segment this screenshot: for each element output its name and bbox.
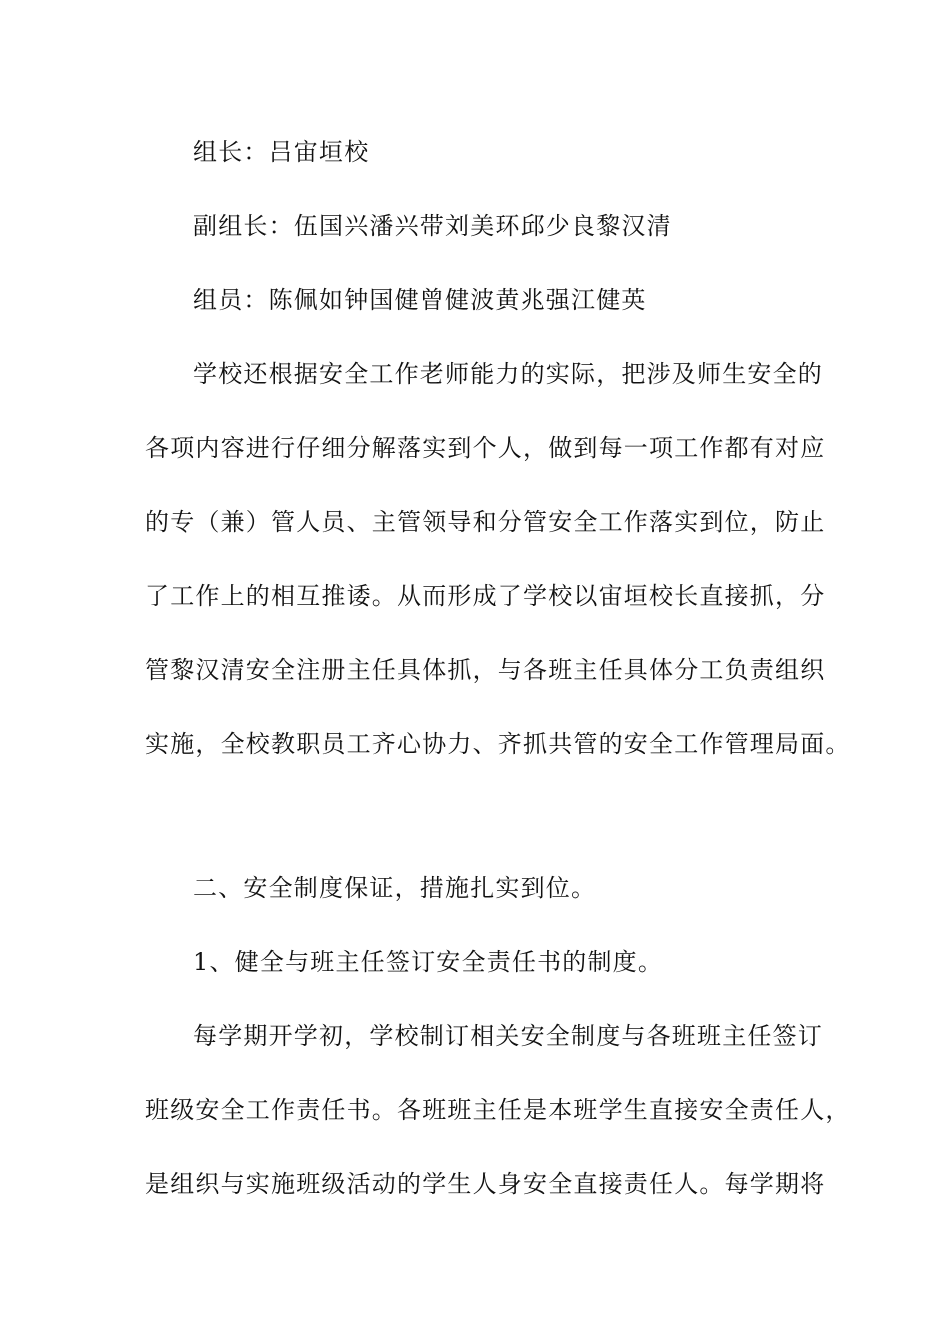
deputy-leader-line: 副组长：伍国兴潘兴带刘美环邱少良黎汉清 [193,212,672,240]
subsection-heading: 1、健全与班主任签订安全责任书的制度。 [193,948,664,976]
paragraph-line: 班级安全工作责任书。各班班主任是本班学生直接安全责任人， [145,1096,851,1124]
paragraph-line: 各项内容进行仔细分解落实到个人，做到每一项工作都有对应 [145,434,826,462]
paragraph-line: 每学期开学初，学校制订相关安全制度与各班班主任签订 [193,1022,823,1050]
paragraph-line: 了工作上的相互推诿。从而形成了学校以宙垣校长直接抓，分 [145,582,826,610]
paragraph-line: 管黎汉清安全注册主任具体抓，与各班主任具体分工负责组织 [145,656,826,684]
paragraph-line: 的专（兼）管人员、主管领导和分管安全工作落实到位，防止 [145,508,826,536]
paragraph-line: 实施，全校教职员工齐心协力、齐抓共管的安全工作管理局面。 [145,730,851,758]
members-line: 组员：陈佩如钟国健曾健波黄兆强江健英 [193,286,647,314]
leader-line: 组长：吕宙垣校 [193,138,370,166]
paragraph-line: 是组织与实施班级活动的学生人身安全直接责任人。每学期将 [145,1170,826,1198]
section-heading: 二、安全制度保证，措施扎实到位。 [193,874,597,902]
paragraph-line: 学校还根据安全工作老师能力的实际，把涉及师生安全的 [193,360,823,388]
